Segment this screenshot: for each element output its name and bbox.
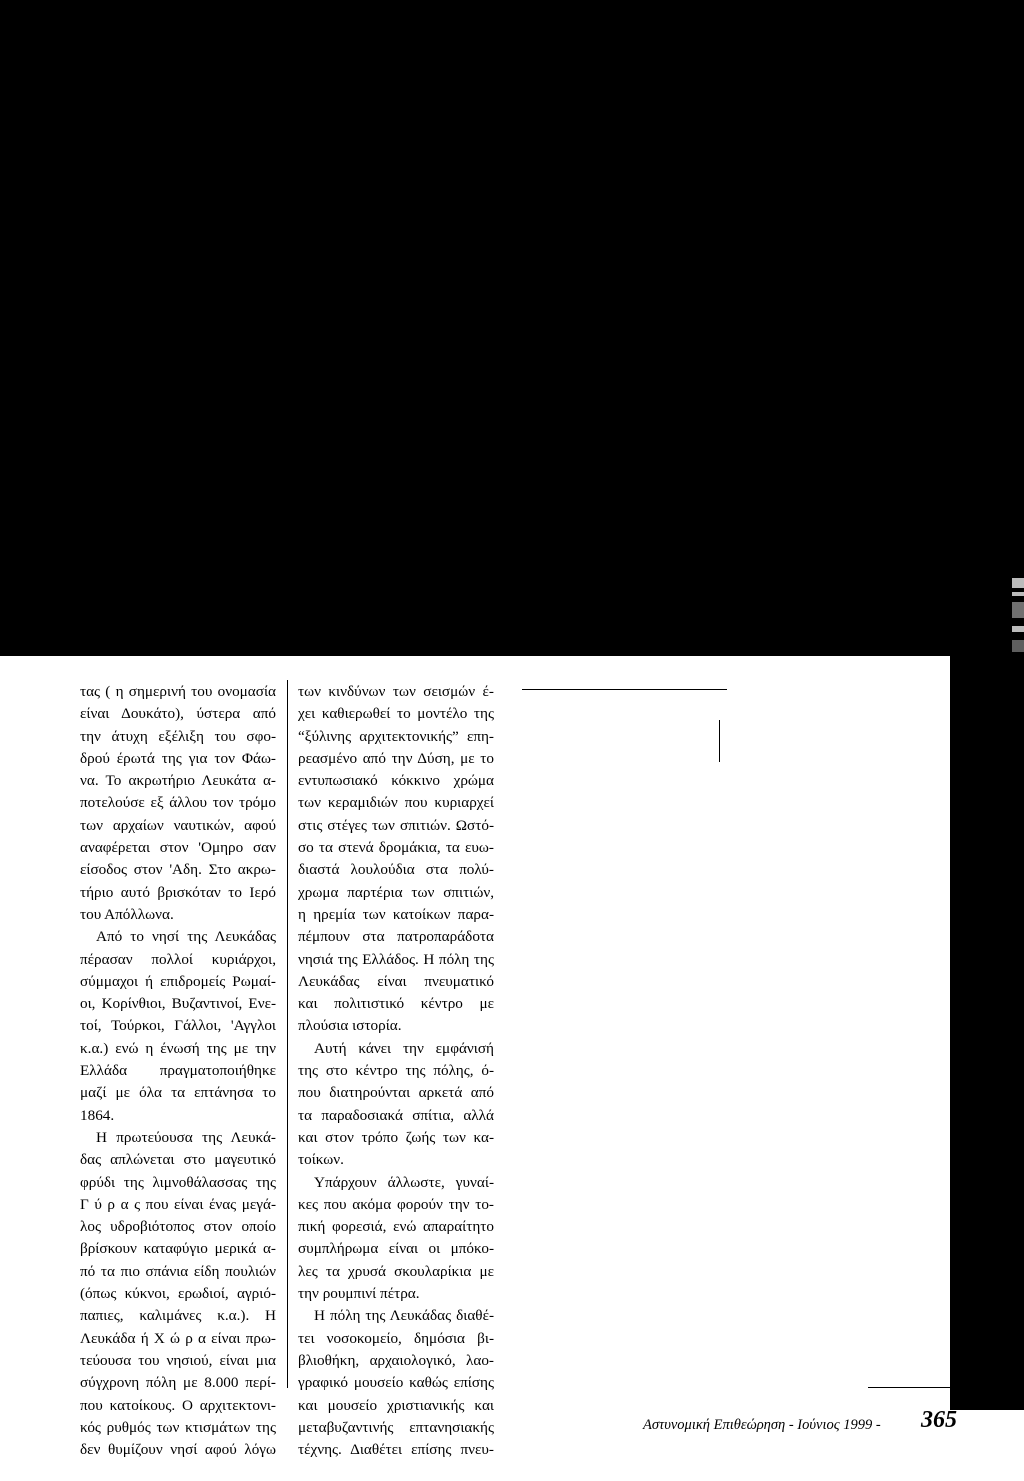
text-line: βρίσκουν καταφύγιο μερικά α- — [80, 1240, 276, 1258]
text-line: οι, Κορίνθιοι, Βυζαντινοί, Ενε- — [80, 995, 276, 1013]
text-line: είσοδος στον 'Αδη. Στο ακρω- — [80, 861, 276, 879]
text-line: να. Το ακρωτήριο Λευκάτα α- — [80, 772, 276, 790]
text-line: λος υδροβιότοπος στον οποίο — [80, 1218, 276, 1236]
text-line: που διατηρούνται αρκετά από — [298, 1084, 494, 1102]
decorative-rule — [719, 720, 720, 762]
text-line: η ηρεμία των κατοίκων παρα- — [298, 905, 494, 923]
text-line: σύμμαχοι ή επιδρομείς Ρωμαί- — [80, 972, 276, 990]
text-line: Υπάρχουν άλλωστε, γυναί- — [314, 1173, 494, 1191]
text-line: νησιά της Ελλάδος. Η πόλη της — [298, 950, 494, 968]
text-line: Αυτή κάνει την εμφάνισή — [314, 1039, 494, 1057]
text-line: πλούσια ιστορία. — [298, 1017, 402, 1035]
text-line: τας ( η σημερινή του ονομασία — [80, 683, 276, 700]
text-line: πό τα πιο σπάνια είδη πουλιών — [80, 1262, 276, 1280]
text-line: Ελλάδα πραγματοποιήθηκε — [80, 1062, 276, 1080]
text-line: δεν θυμίζουν νησί αφού λόγω — [80, 1441, 276, 1459]
text-line: και πολιτιστικό κέντρο με — [298, 995, 494, 1013]
article-column-1 — [80, 681, 276, 1461]
text-line: την άτυχη εξέλιξη του σφο- — [80, 727, 276, 745]
text-line: τεύουσα του νησιού, είναι μια — [80, 1351, 276, 1369]
text-line: τοί, Τούρκοι, Γάλλοι, 'Αγγλοι — [80, 1017, 276, 1035]
text-line: κες που ακόμα φορούν την το- — [298, 1195, 494, 1213]
text-line: και στον τρόπο ζωής των κα- — [298, 1128, 494, 1146]
text-line: και μουσείο χριστιανικής και — [298, 1396, 494, 1414]
text-line: στις στέγες των σπιτιών. Ωστό- — [298, 816, 494, 834]
text-line: ποτελούσε εξ άλλου τον τρόμο — [80, 794, 276, 812]
text-line: κός ρυθμός των κτισμάτων της — [80, 1418, 276, 1436]
edge-marks — [1012, 578, 1024, 658]
text-line: φρύδι της λιμνοθάλασσας της — [80, 1173, 276, 1191]
page-number: 365 — [921, 1407, 957, 1433]
text-line: 1864. — [80, 1106, 115, 1124]
decorative-rule — [522, 689, 727, 690]
text-line: Από το νησί της Λευκάδας — [96, 928, 276, 946]
text-line: της στο κέντρο της πόλης, ό- — [298, 1062, 494, 1080]
text-line: παπιες, καλιμάνες κ.α.). Η — [80, 1307, 276, 1325]
text-line: τει νοσοκομείο, δημόσια βι- — [298, 1329, 494, 1347]
text-line: τέχνης. Διαθέτει επίσης πνευ- — [298, 1441, 494, 1459]
article-photo — [0, 0, 1024, 656]
text-line: τα παραδοσιακά σπίτια, αλλά — [298, 1106, 494, 1124]
text-line: (όπως κύκνοι, ερωδιοί, αγριό- — [80, 1285, 276, 1303]
text-line: Λευκάδας είναι πνευματικό — [298, 972, 494, 990]
text-line: είναι Δουκάτο), ύστερα από — [80, 705, 276, 723]
text-line: αναφέρεται στον 'Ομηρο σαν — [80, 839, 276, 857]
page-footer — [643, 1407, 957, 1437]
text-line: χει καθιερωθεί το μοντέλο της — [298, 705, 494, 723]
text-line: δας απλώνεται στο μαγευτικό — [80, 1151, 276, 1169]
text-line: διαστά λουλούδια στα πολύ- — [298, 861, 494, 879]
text-line: σο τα στενά δρομάκια, τα ευω- — [298, 839, 494, 857]
text-line: λες τα χρυσά σκουλαρίκια με — [298, 1262, 494, 1280]
text-line: Η πρωτεύουσα της Λευκά- — [96, 1128, 276, 1146]
text-line: κ.α.) ενώ η ένωσή της με την — [80, 1039, 276, 1057]
text-line: Η πόλη της Λευκάδας διαθέ- — [314, 1307, 494, 1325]
text-line: των κινδύνων των σεισμών έ- — [298, 683, 494, 700]
footer-rule — [868, 1387, 952, 1388]
column-divider — [287, 680, 288, 1388]
text-line: των αρχαίων ναυτικών, αφού — [80, 816, 276, 834]
right-photo-strip — [950, 0, 1024, 1410]
text-line: “ξύλινης αρχιτεκτονικής” επη- — [298, 727, 494, 745]
text-line: των κεραμιδιών που κυριαρχεί — [298, 794, 494, 812]
text-line: τοίκων. — [298, 1151, 344, 1169]
text-line: πέρασαν πολλοί κυριάρχοι, — [80, 950, 276, 968]
text-line: σύγχρονη πόλη με 8.000 περί- — [80, 1374, 276, 1392]
text-line: του Απόλλωνα. — [80, 905, 174, 923]
text-line: εντυπωσιακό κόκκινο χρώμα — [298, 772, 494, 790]
text-line: χρωμα παρτέρια των σπιτιών, — [298, 883, 494, 901]
article-column-2 — [298, 681, 494, 1461]
text-line: δρού έρωτά της για τον Φάω- — [80, 749, 276, 767]
text-line: μεταβυζαντινής επτανησιακής — [298, 1418, 494, 1436]
text-line: Λευκάδα ή Χ ώ ρ α είναι πρω- — [80, 1329, 276, 1347]
text-line: πέμπουν στα πατροπαράδοτα — [298, 928, 494, 946]
text-line: γραφικό μουσείο καθώς επίσης — [298, 1374, 494, 1392]
text-line: βλιοθήκη, αρχαιολογικό, λαο- — [298, 1351, 494, 1369]
magazine-issue-label: Αστυνομική Επιθεώρηση - Ιούνιος 1999 - — [643, 1417, 881, 1433]
text-line: που κατοίκους. Ο αρχιτεκτονι- — [80, 1396, 276, 1414]
text-line: Γ ύ ρ α ς που είναι ένας μεγά- — [80, 1195, 276, 1213]
text-line: την ρουμπινί πέτρα. — [298, 1285, 420, 1303]
text-line: ρεασμένο από την Δύση, με το — [298, 749, 494, 767]
text-line: μαζί με όλα τα επτάνησα το — [80, 1084, 276, 1102]
text-line: τήριο αυτό βρισκόταν το Ιερό — [80, 883, 276, 901]
text-line: συμπλήρωμα είναι οι μπόκο- — [298, 1240, 494, 1258]
decorative-rule — [592, 651, 650, 653]
text-line: πική φορεσιά, ενώ απαραίτητο — [298, 1218, 494, 1236]
